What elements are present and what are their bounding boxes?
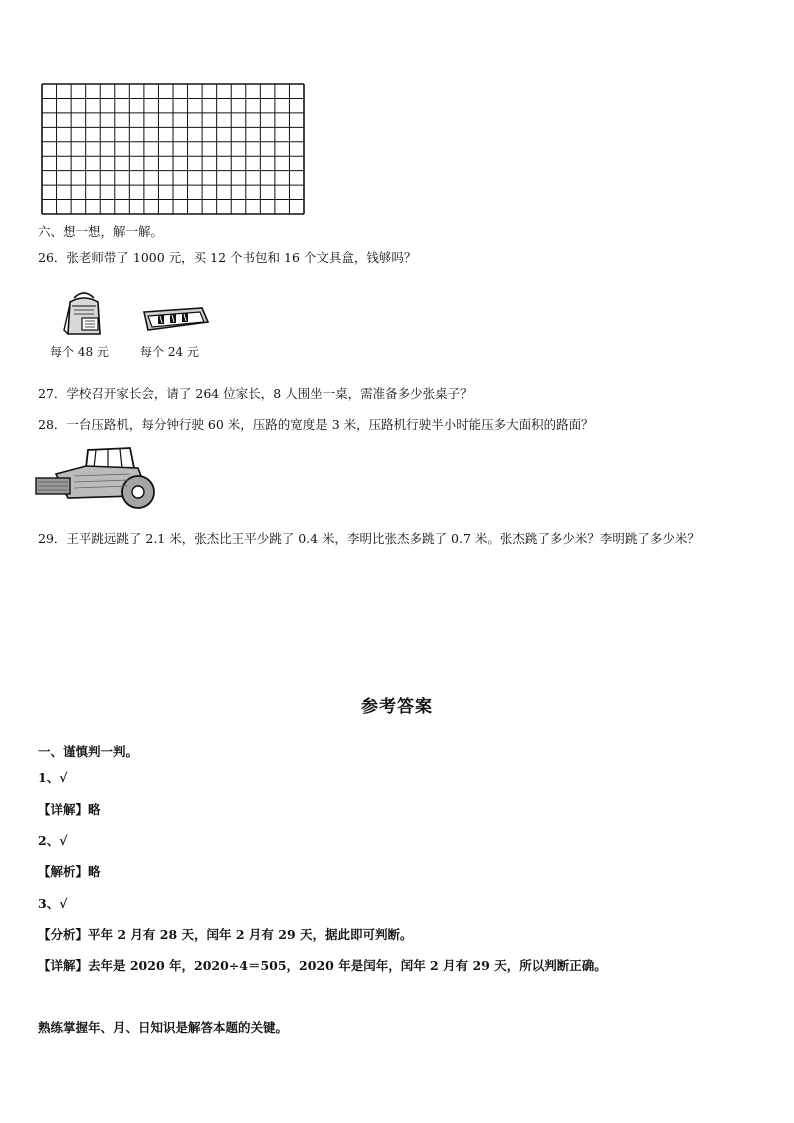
pencil-case-price-caption: 每个 24 元 (140, 345, 199, 359)
answer-3-detail: 【详解】去年是 2020 年，2020÷4＝505，2020 年是闰年，闰年 2 月有 29 天，所以判断正确。 (38, 958, 607, 973)
answer-3-analysis: 【分析】平年 2 月有 28 天，闰年 2 月有 29 天，据此即可判断。 (38, 927, 413, 942)
backpack-icon (58, 290, 110, 338)
road-roller-icon (34, 444, 158, 512)
answer-key-title: 参考答案 (361, 697, 433, 717)
pencil-case-icon (140, 304, 210, 334)
answer-summary: 熟练掌握年、月、日知识是解答本题的关键。 (38, 1020, 289, 1035)
problem-29-text: 29．王平跳远跳了 2.1 米，张杰比王平少跳了 0.4 米，李明比张杰多跳了 0.7 米。张杰跳了多少米？李明跳了多少米？ (38, 531, 700, 546)
answer-section-one-heading: 一、谨慎判一判。 (38, 744, 139, 759)
answer-2-number: 2、√ (38, 833, 68, 848)
problem-27-text: 27．学校召开家长会，请了 264 位家长，8 人围坐一桌，需准备多少张桌子？ (38, 386, 473, 401)
backpack-price-caption: 每个 48 元 (50, 345, 109, 359)
answer-1-number: 1、√ (38, 770, 68, 785)
section-six-heading: 六、想一想，解一解。 (38, 224, 164, 239)
answer-2-note: 【解析】略 (38, 864, 101, 879)
answer-1-note: 【详解】略 (38, 802, 101, 817)
writing-grid (40, 82, 306, 216)
problem-28-text: 28．一台压路机，每分钟行驶 60 米，压路的宽度是 3 米，压路机行驶半小时能压多大面积的路面？ (38, 417, 594, 432)
problem-26-text: 26．张老师带了 1000 元，买 12 个书包和 16 个文具盒，钱够吗？ (38, 250, 417, 265)
answer-3-number: 3、√ (38, 896, 68, 911)
